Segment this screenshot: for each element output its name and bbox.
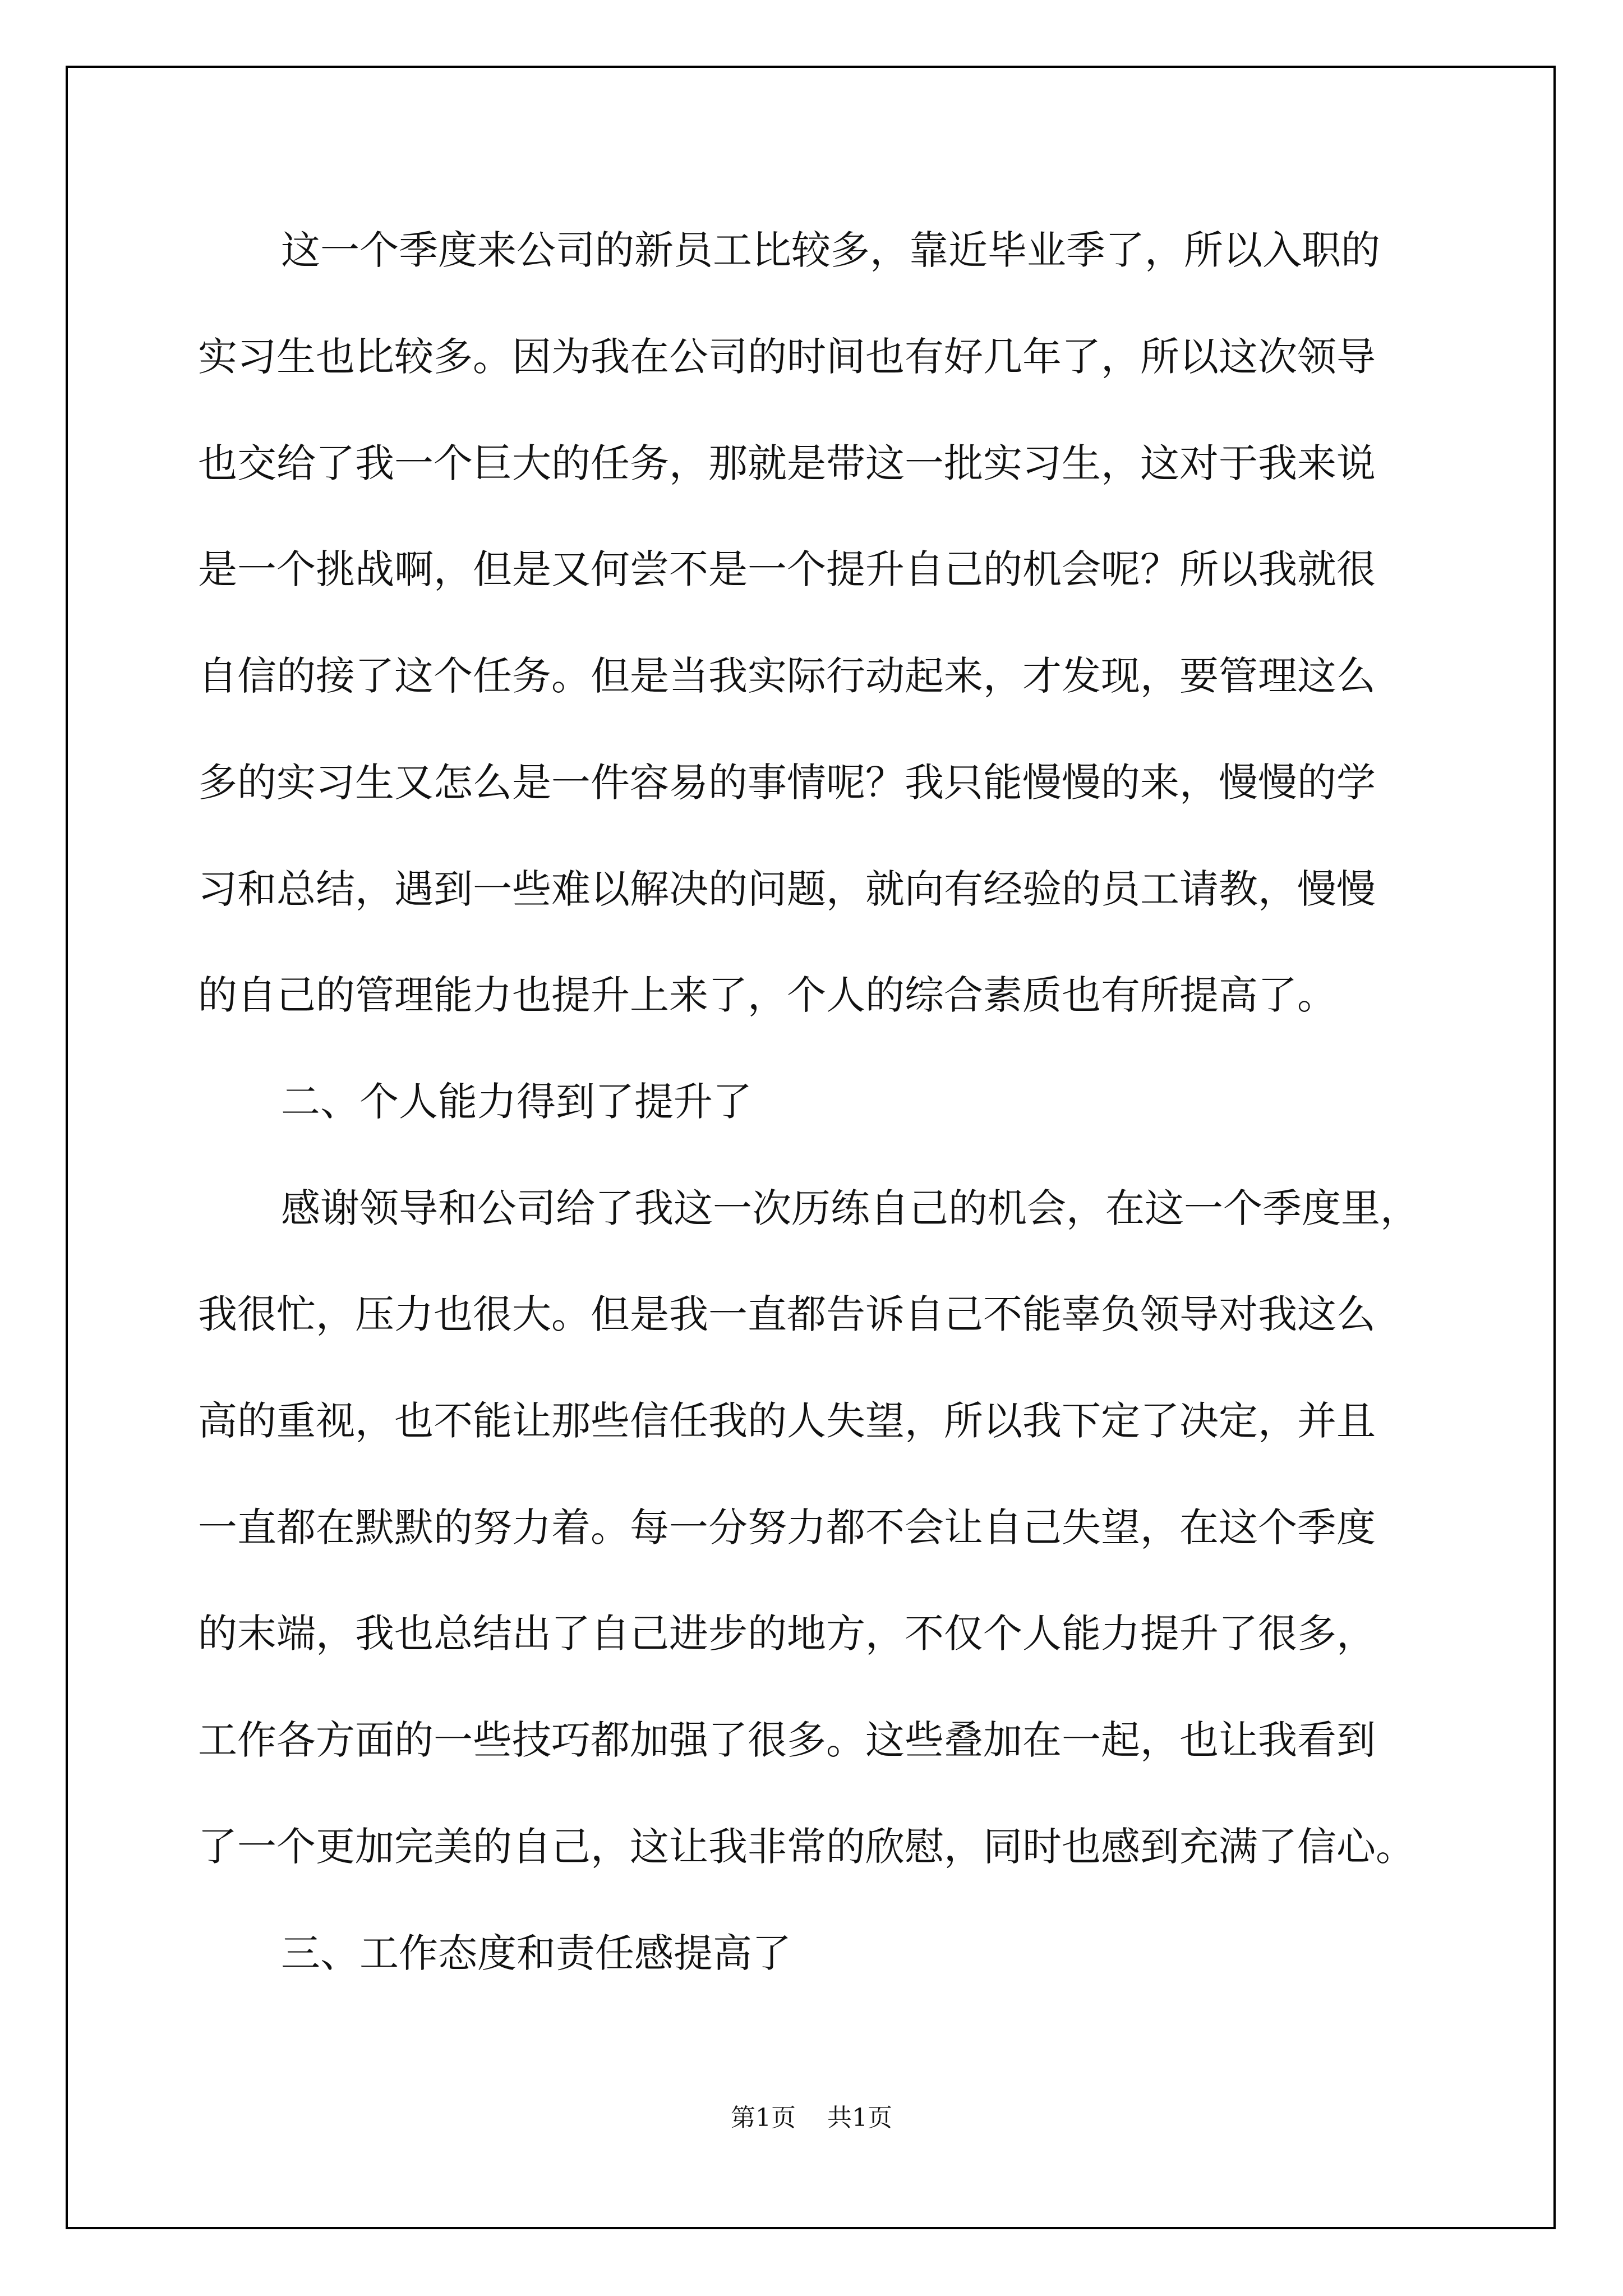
paragraph-line: 实习生也比较多。因为我在公司的时间也有好几年了，所以这次领导 bbox=[198, 334, 1376, 380]
paragraph-line: 是一个挑战啊，但是又何尝不是一个提升自己的机会呢？所以我就很 bbox=[198, 546, 1376, 592]
paragraph-line: 多的实习生又怎么是一件容易的事情呢？我只能慢慢的来，慢慢的学 bbox=[198, 760, 1376, 806]
paragraph-line: 感谢领导和公司给了我这一次历练自己的机会，在这一个季度里， bbox=[281, 1185, 1419, 1231]
paragraph-line: 了一个更加完美的自己，这让我非常的欣慰，同时也感到充满了信心。 bbox=[198, 1824, 1415, 1870]
paragraph-line: 的末端，我也总结出了自己进步的地方，不仅个人能力提升了很多， bbox=[198, 1611, 1376, 1657]
paragraph-line: 也交给了我一个巨大的任务，那就是带这一批实习生，这对于我来说 bbox=[198, 440, 1376, 486]
paragraph-line: 一直都在默默的努力着。每一分努力都不会让自己失望，在这个季度 bbox=[198, 1504, 1376, 1550]
paragraph-line: 高的重视，也不能让那些信任我的人失望，所以我下定了决定，并且 bbox=[198, 1398, 1376, 1444]
page-total: 共1页 bbox=[827, 2104, 892, 2132]
paragraph-line: 自信的接了这个任务。但是当我实际行动起来，才发现，要管理这么 bbox=[198, 653, 1376, 699]
paragraph-line: 工作各方面的一些技巧都加强了很多。这些叠加在一起，也让我看到 bbox=[198, 1717, 1376, 1763]
paragraph-line: 的自己的管理能力也提升上来了，个人的综合素质也有所提高了。 bbox=[198, 972, 1336, 1018]
page-number: 第1页 bbox=[731, 2104, 796, 2132]
paragraph-line: 这一个季度来公司的新员工比较多，靠近毕业季了，所以入职的 bbox=[281, 227, 1380, 273]
paragraph-line: 我很忙，压力也很大。但是我一直都告诉自己不能辜负领导对我这么 bbox=[198, 1291, 1376, 1337]
section-heading: 二、个人能力得到了提升了 bbox=[281, 1079, 752, 1125]
section-heading: 三、工作态度和责任感提高了 bbox=[281, 1930, 791, 1976]
paragraph-line: 习和总结，遇到一些难以解决的问题，就向有经验的员工请教，慢慢 bbox=[198, 866, 1376, 912]
page-border bbox=[66, 66, 1556, 2229]
page-footer bbox=[0, 2106, 1623, 2131]
